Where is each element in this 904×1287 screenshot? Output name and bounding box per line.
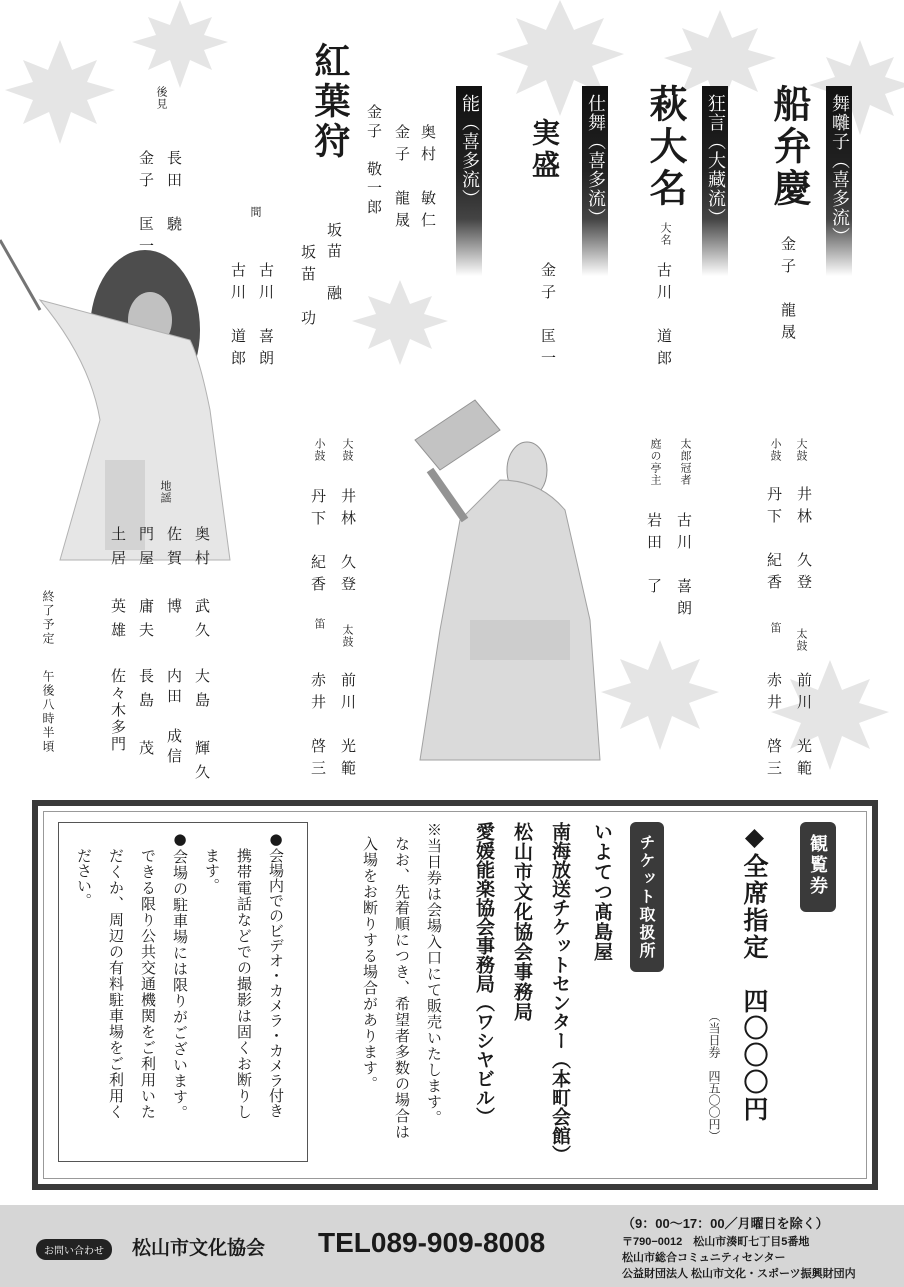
role-label: 笛 (313, 618, 326, 630)
contact-address: 〒790−0012 松山市湊町七丁目5番地 (622, 1236, 810, 1248)
role-label: 大鼓 (795, 438, 808, 462)
jiutai-name: 長島 茂 (137, 668, 155, 764)
role-label: 太鼓 (795, 628, 808, 652)
ai-name: 古川 道郎 (229, 262, 247, 372)
actor-name: 古川 喜朗 (675, 512, 693, 622)
musician-name: 丹下 紀香 (309, 488, 327, 598)
notice-line: ●会場内でのビデオ・カメラ・カメラ付き (267, 830, 285, 1118)
role-label: 大鼓 (341, 438, 354, 462)
category-label: 舞囃子（喜多流） (829, 94, 850, 246)
contact-tel: TEL089-909-8008 (318, 1227, 546, 1258)
category-band-maibayashi (826, 86, 852, 276)
category-band-kyogen (702, 86, 728, 276)
performer-name: 奥村 敏仁 (419, 124, 437, 234)
category-band-noh (456, 86, 482, 276)
musician-name: 前川 光範 (795, 672, 813, 782)
ticket-outlet: 南海放送チケットセンター（本町会館） (549, 822, 571, 1164)
program-title: 船弁慶 (767, 84, 812, 210)
outlets-heading-badge (630, 822, 664, 972)
ticket-note: なお、先着順につき、希望者多数の場合は (393, 836, 411, 1140)
role-label: 太鼓 (341, 624, 354, 648)
jiutai-name: 奥村 武久 (193, 526, 211, 646)
notice-line: 携帯電話などでの撮影は固くお断りし (235, 848, 253, 1120)
jiutai-name: 佐賀 博 (165, 526, 183, 622)
dancer-performer-figure (415, 400, 600, 760)
outlets-heading: チケット取扱所 (637, 834, 656, 960)
contact-foundation: 公益財団法人 松山市文化・スポーツ振興財団内 (622, 1268, 856, 1280)
musician-name: 前川 光範 (339, 672, 357, 782)
actor-name: 古川 道郎 (655, 262, 673, 372)
end-time-label: 終了予定 (41, 590, 55, 646)
role-label: 笛 (769, 622, 782, 634)
jiutai-name: 土居 英雄 (109, 526, 127, 646)
actor-name: 岩田 了 (645, 512, 663, 600)
musician-name: 井林 久登 (339, 488, 357, 598)
program-title: 実盛 (528, 118, 561, 182)
musician-name: 井林 久登 (795, 486, 813, 596)
ticket-note: ※当日券は会場入口にて販売いたします。 (425, 822, 443, 1126)
jiutai-name: 佐々木多門 (109, 668, 127, 753)
category-label: 狂言（大藏流） (705, 94, 726, 227)
notice-line: ます。 (203, 848, 221, 893)
ticket-heading: 観覧券 (807, 834, 828, 897)
ticket-heading-badge (800, 822, 836, 912)
notice-line: できる限り公共交通機関をご利用いた (139, 848, 157, 1120)
role-label: 後見 (155, 86, 168, 110)
contact-label: お問い合わせ (36, 1239, 112, 1260)
ticket-outlet: 愛媛能楽協会事務局（ワシヤビル） (473, 822, 495, 1126)
musician-name: 丹下 紀香 (765, 486, 783, 596)
role-label: 太郎冠者 (679, 438, 692, 486)
contact-venue: 松山市総合コミュニティセンター (622, 1252, 786, 1264)
notice-line: ださい。 (75, 848, 93, 908)
role-label: 庭の亭主 (649, 438, 662, 486)
category-label: 仕舞（喜多流） (585, 94, 606, 227)
ticket-outlet: 松山市文化協会事務局 (511, 822, 533, 1022)
ticket-outlet: いよてつ髙島屋 (591, 822, 613, 962)
jiutai-name: 内田 成信 (165, 668, 183, 768)
program-title: 萩大名 (643, 84, 688, 210)
performer-name: 金子 敬一郎 (365, 104, 383, 218)
jiutai-name: 門屋 庸夫 (137, 526, 155, 646)
demon-performer-figure (0, 240, 230, 560)
waki-name: 坂苗 融 (325, 222, 343, 306)
footer-bar (0, 1205, 904, 1287)
koken-name: 長田 驍 (165, 150, 183, 238)
musician-name: 赤井 啓三 (309, 672, 327, 782)
ai-name: 古川 喜朗 (257, 262, 275, 372)
jiutai-name: 大島 輝久 (193, 668, 211, 788)
ticket-note: 入場をお断りする場合があります。 (361, 836, 379, 1092)
door-price: （当日券 四五〇〇円） (707, 1010, 721, 1142)
koken-name: 金子 匡一 (137, 150, 155, 260)
musician-name: 赤井 啓三 (765, 672, 783, 782)
contact-hours: （9：00〜17：00／月曜日を除く） (622, 1216, 829, 1231)
role-label: 小鼓 (769, 438, 782, 462)
role-label: 間 (249, 206, 262, 218)
performer-name: 金子 龍晟 (779, 236, 797, 346)
category-band-shimai (582, 86, 608, 276)
notice-line: ●会場の駐車場には限りがございます。 (171, 830, 189, 1121)
performer-name: 金子 龍晟 (393, 124, 411, 234)
notice-line: だくか、周辺の有料駐車場をご利用く (107, 848, 125, 1120)
role-label: 地謡 (159, 480, 172, 504)
contact-org: 松山市文化協会 (132, 1238, 266, 1259)
program-title: 紅葉狩 (309, 42, 351, 162)
waki-name: 坂苗 功 (299, 244, 317, 332)
role-label: 小鼓 (313, 438, 326, 462)
role-label: 大名 (659, 222, 672, 246)
ticket-price: ◆全席指定 四〇〇〇円 (740, 822, 769, 1123)
performer-name: 金子 匡一 (539, 262, 557, 372)
category-label: 能（喜多流） (459, 94, 480, 208)
end-time-value: 午後八時半頃 (41, 670, 55, 754)
